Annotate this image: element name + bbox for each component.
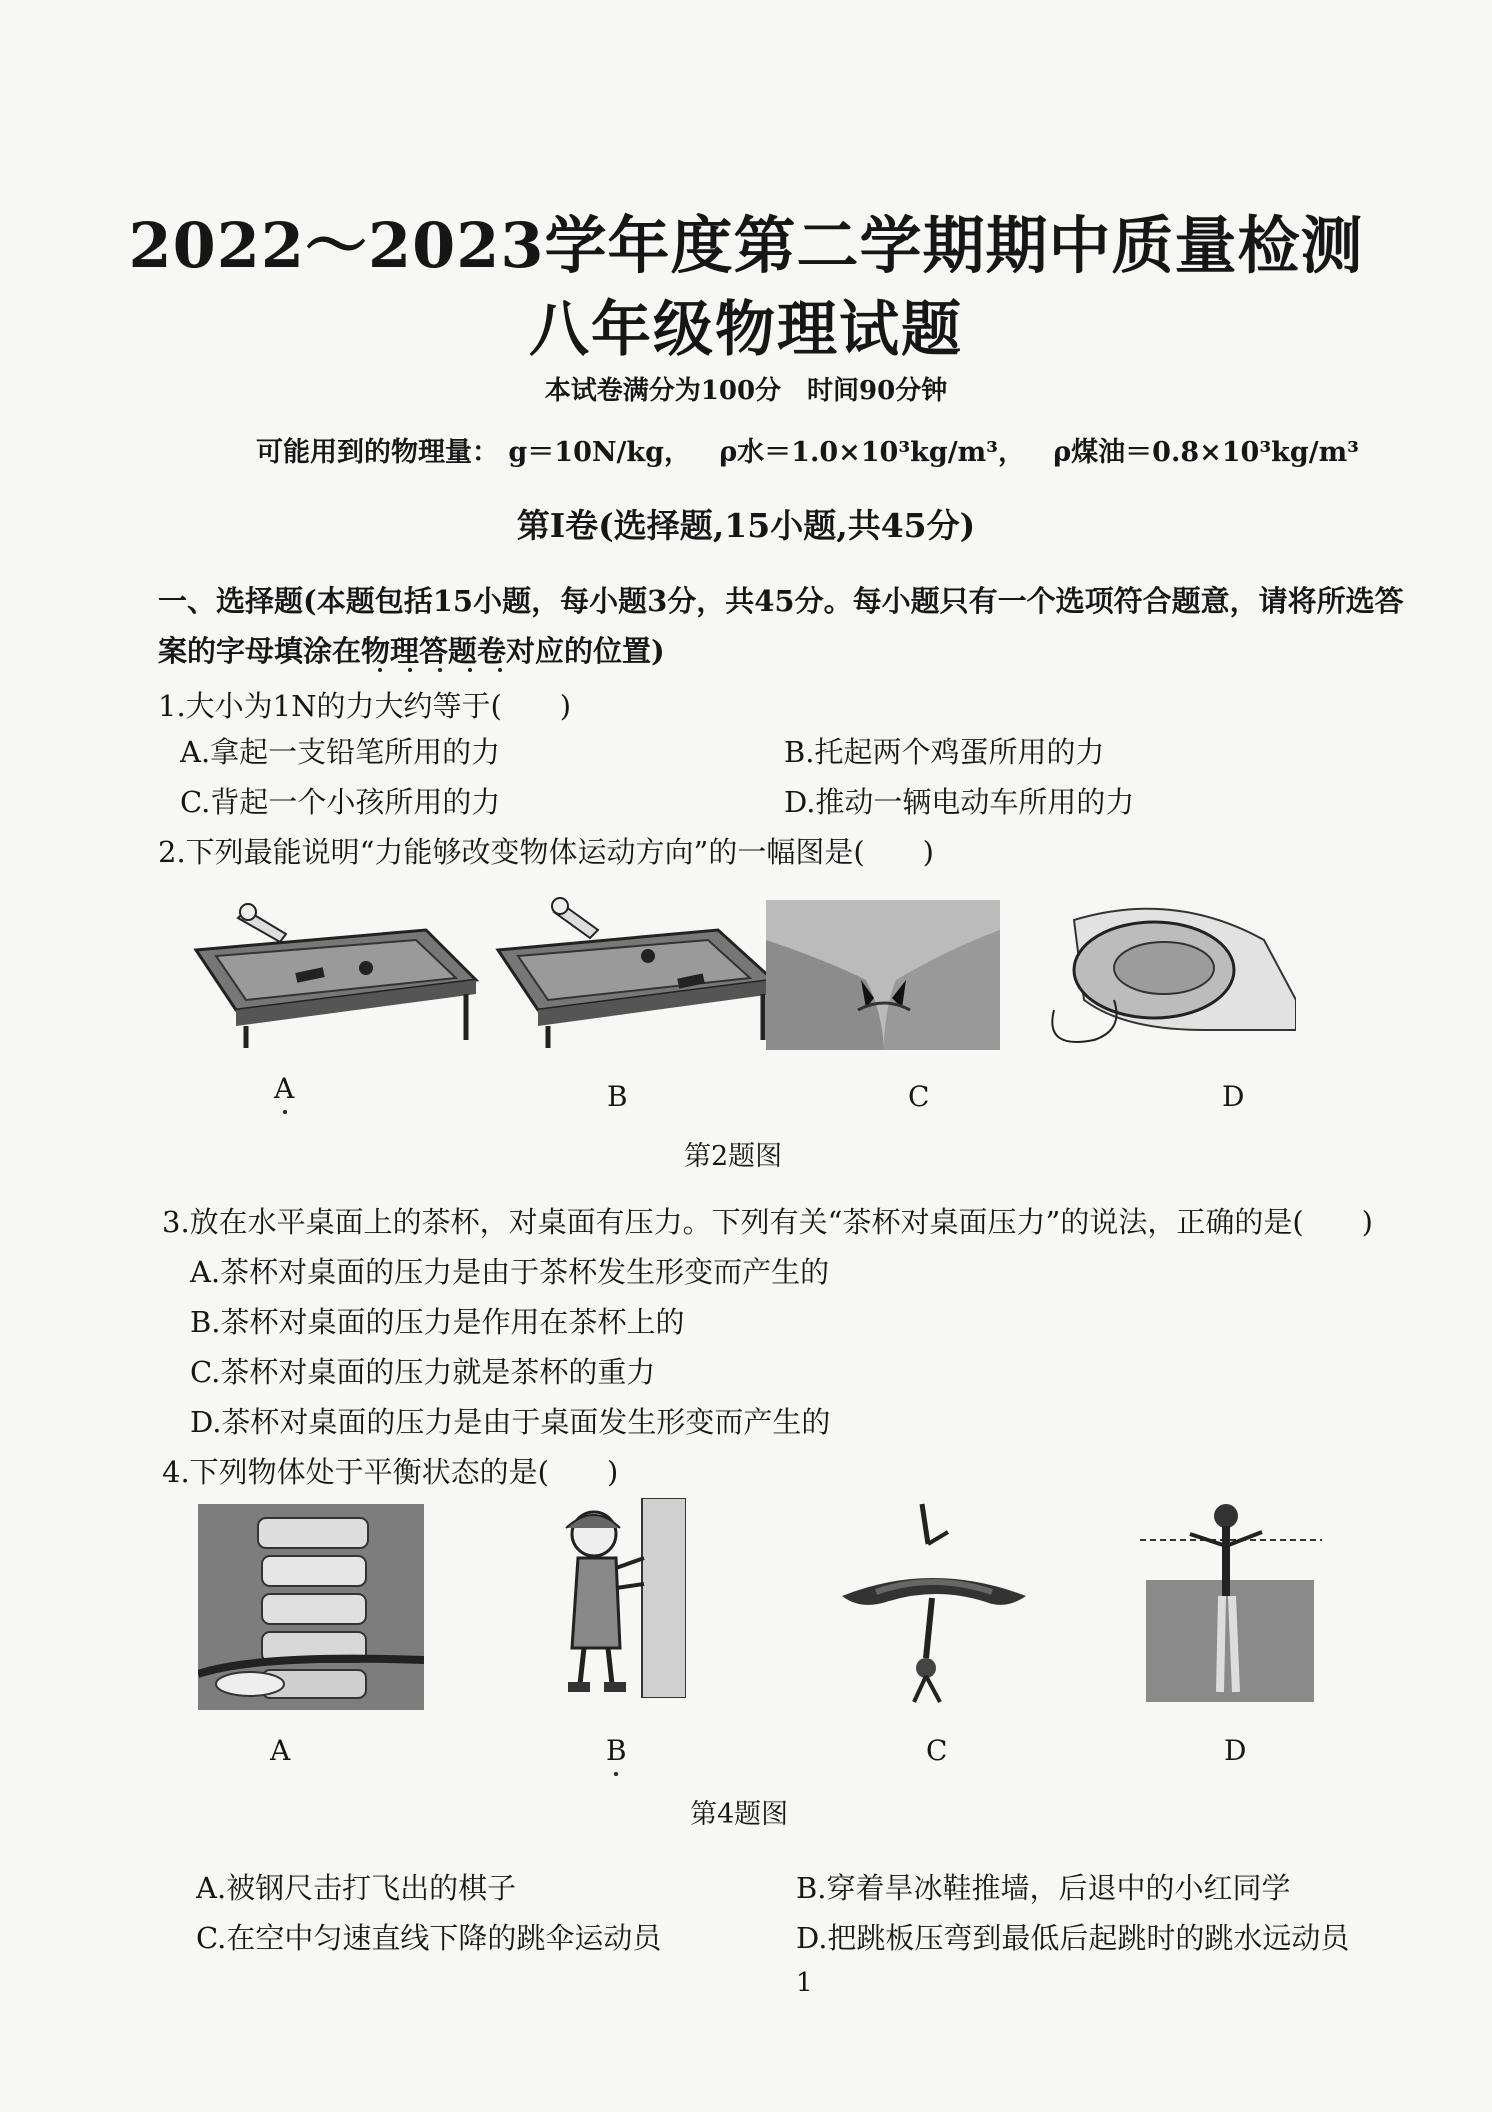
question-4-option-c: C.在空中匀速直线下降的跳伞运动员 [196,1921,662,1955]
question-4-label-b: B [606,1734,627,1767]
constants-label: 可能用到的物理量： [256,437,499,468]
question-2-figure-a [176,890,482,1050]
question-4-figure-d [1140,1496,1322,1706]
exam-subtitle: 八年级物理试题 [529,295,963,365]
constant-g: g＝10N/kg， [508,437,691,468]
page-number: 1 [796,1968,813,1998]
question-2-figure-c [766,900,1000,1050]
question-3-option-d: D.茶杯对桌面的压力是由于桌面发生形变而产生的 [190,1405,831,1439]
question-4-stem: 4.下列物体处于平衡状态的是( ) [162,1455,619,1489]
question-4-figure-c [836,1498,1032,1704]
question-2-label-d: D [1222,1080,1245,1113]
question-1-option-c: C.背起一个小孩所用的力 [180,785,501,819]
physical-constants [256,430,1359,469]
question-4-option-d: D.把跳板压弯到最低后起跳时的跳水远动员 [796,1921,1350,1955]
section-instructions: 一、选择题(本题包括15小题，每小题3分，共45分。每小题只有一个选项符合题意，请将所选答案的字母填涂在物理答题卷对应的位置) [158,584,1404,668]
question-4-figure-b [546,1498,686,1698]
question-3-option-b: B.茶杯对桌面的压力是作用在茶杯上的 [190,1305,685,1339]
constant-rho-kerosene: ρ煤油＝0.8×10³kg/m³ [1053,437,1359,468]
question-4-figure-caption: 第4题图 [690,1799,789,1830]
section-title: 第Ⅰ卷(选择题,15小题,共45分) [516,506,976,545]
question-3-option-a: A.茶杯对桌面的压力是由于茶杯发生形变而产生的 [190,1255,830,1289]
question-2-figure-d [1034,880,1296,1060]
question-4-figure-a [198,1504,424,1710]
exam-meta: 本试卷满分为100分 时间90分钟 [544,376,948,406]
question-4-option-b: B.穿着旱冰鞋推墙，后退中的小红同学 [796,1871,1291,1905]
constant-rho-water: ρ水＝1.0×10³kg/m³， [719,437,1025,468]
question-1-option-b: B.托起两个鸡蛋所用的力 [784,735,1105,769]
question-1-option-a: A.拿起一支铅笔所用的力 [180,735,501,769]
question-4-label-d: D [1224,1734,1247,1767]
question-2-label-b: B [607,1080,628,1113]
question-4-option-a: A.被钢尺击打飞出的棋子 [196,1871,517,1905]
question-3-stem: 3.放在水平桌面上的茶杯，对桌面有压力。下列有关“茶杯对桌面压力”的说法，正确的是( ) [162,1205,1373,1239]
question-4-label-a: A [270,1734,291,1767]
question-1-option-d: D.推动一辆电动车所用的力 [784,785,1135,819]
question-4-label-c: C [926,1734,948,1767]
question-1-stem: 1.大小为1N的力大约等于( ) [158,689,572,723]
question-2-label-c: C [908,1080,930,1113]
question-2-stem: 2.下列最能说明“力能够改变物体运动方向”的一幅图是( ) [158,835,934,869]
exam-title: 2022～2023学年度第二学期期中质量检测 [128,209,1364,282]
question-3-option-c: C.茶杯对桌面的压力就是茶杯的重力 [190,1355,656,1389]
question-2-label-a: A [274,1072,295,1105]
question-2-figure-caption: 第2题图 [684,1141,783,1172]
question-2-figure-b [488,890,778,1050]
